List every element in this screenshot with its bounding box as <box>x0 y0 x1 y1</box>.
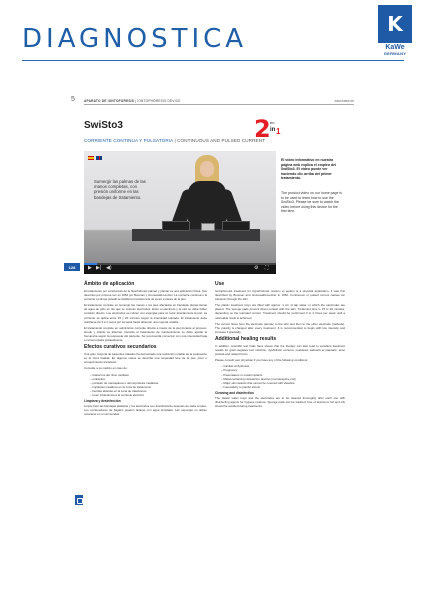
logo-mark <box>378 5 412 43</box>
heading-use-en: Use <box>215 281 225 287</box>
side-note-es <box>281 158 343 181</box>
list-item: – portador de marcapasos o dermoprótesis metálicas <box>90 381 207 385</box>
logo-k-icon: K <box>387 12 403 36</box>
volume-icon[interactable]: ◀) <box>106 265 112 271</box>
language-flags <box>88 156 102 160</box>
page-number: 5 <box>71 96 75 103</box>
contra-title: Consulte a su médico en caso de: <box>84 366 128 371</box>
iontophoresis-device <box>201 223 215 231</box>
product-name: SwiSto3 <box>84 120 123 131</box>
contra-list <box>221 364 345 389</box>
heading-effects-en: Additional healing results <box>215 335 277 342</box>
paragraph: El tratamiento por iontoforesis de la hiperhidrosis palmar y plantar es una aplicación física. Sus descritos por primera vez en 1952 por Bouman y Grunewald-Lentzer. La corriente continua o la corriente continua pulsátil se facilita la transferencia de iones a través de la piel. <box>84 289 207 302</box>
heading-cleaning-en: Cleaning and disinfection <box>215 390 254 395</box>
person-face <box>200 161 214 177</box>
breadcrumb-separator: | <box>135 99 138 103</box>
treatment-tray-right <box>222 221 250 231</box>
list-item: – heridas abiertas en la zona de tratamiento <box>90 389 207 393</box>
product-subtitle-en: CONTINUOUS AND PULSED CURRENT <box>177 138 266 143</box>
product-subtitle-es: CORRIENTE CONTINUA Y PULSATORIA <box>84 138 174 143</box>
list-item: – Metal-containing intrauterine devices (contraceptive coil) <box>221 377 345 381</box>
list-item: – tener intolerancia a la corriente eléctrica <box>90 393 207 397</box>
play-icon[interactable]: ▶ <box>88 265 92 271</box>
paragraph: El tratamiento consiste en sumergir las manos o los pies afectados en bandejas planas llenas de agua de grifo en las que se colocan electrodos. Entre el electrodo y la piel no debe haber contacto directo. Los electrodos se cubren con esponjas para no tocar directamente la piel. La corriente se aplica entre 15 y 20 minutos según la intensidad tolerada. El tratamiento debe realizarse de 3 a 4 veces por semana hasta observar una mejoría notable. <box>84 303 207 324</box>
heading-use-es: Ámbito de aplicación <box>84 281 135 287</box>
video-caption: Sumergir las palmas de las manos completas, con presión uniforme en las bandejas de tratamiento. <box>94 179 146 200</box>
badge-one: 1 <box>276 127 281 136</box>
logo-country: GERMANY <box>383 51 407 56</box>
breadcrumb-category-en: IONTOPHORESIS DEVICE <box>137 99 181 103</box>
contra-title: Please consult your physician if you have any of the following conditions: <box>215 358 309 363</box>
side-note-es-text: El vídeo informativo en nuestra página web explica el empleo del SwiSto3. El video puede ver haciendo clic arriba del primer tratamiento. <box>281 158 337 181</box>
contra-list <box>90 373 207 398</box>
side-note-en <box>281 191 343 214</box>
brand-logo[interactable] <box>378 5 412 57</box>
two-in-one-badge <box>254 117 288 143</box>
treatment-tray-left <box>162 221 190 231</box>
badge-en: en <box>270 120 275 125</box>
badge-number: 2 <box>254 115 271 143</box>
flag-uk-icon[interactable] <box>96 156 102 160</box>
paragraph: The current flows from the electrode (anode) to the skin and then to the other electrode (cathode). The polarity is changed after every treatment. It is recommended to begin with low intensity and increase it gradually. <box>215 321 345 334</box>
product-subtitle <box>84 138 265 143</box>
list-item: – Cardiac arrhythmias <box>221 364 345 368</box>
paragraph: Limpie bien las bandejas plásticas y los electrodos con desinfectante después de cada empleo. Los contenedores de bagazo pueden lavarse con agua templada. Las esponjas no deben colocarse en el microondas. <box>84 404 207 417</box>
footer-qr-icon[interactable] <box>75 495 83 505</box>
video-player[interactable] <box>84 151 276 274</box>
badge-in: in <box>270 127 276 133</box>
list-item: – embarazo <box>90 377 207 381</box>
paragraph: The plastic water trays and the electrodes are to be cleaned thoroughly after each use with disinfecting agents for hygiene reasons. Sponge pads can be washed. Use of aluminum foil and oils should be avoided during treatments. <box>215 395 345 409</box>
skip-icon[interactable]: ▶| <box>96 265 102 271</box>
video-controls <box>84 263 276 274</box>
breadcrumb-category: APARATO DE IONTOFORESIS <box>84 99 135 103</box>
list-item: – Major skin defects that cannot be covered with Vaseline <box>221 381 345 385</box>
video-frame[interactable] <box>84 151 276 263</box>
list-item: – trastornos del ritmo cardiaco <box>90 373 207 377</box>
flag-spain-icon[interactable] <box>88 156 94 160</box>
website-link[interactable]: www.kawe.de <box>334 99 354 103</box>
header-divider <box>22 60 404 61</box>
content-column-en <box>215 280 345 410</box>
settings-icon[interactable]: ⚙ <box>254 265 259 271</box>
heading-effects-es: Efectos curativos secundarios <box>84 344 157 351</box>
video-progress-bar[interactable] <box>84 263 276 265</box>
side-note-en-text: The product video on our home page is to be used to learn how to use the SwiSto3. Please be sure to watch the video before using this device for the first time. <box>281 191 342 214</box>
paragraph: In addition, scientific test trials have shown that the therapy can also lead to excellent treatment results for gram-negative foot infection, dyshidrotic eczema, pustulosis palmaris et plantaris, acne pustula and related forms. <box>215 343 345 357</box>
breadcrumb-divider <box>84 104 354 105</box>
content-column-es <box>84 280 207 418</box>
paragraph: The plastic treatment trays are filled with approx. 1 cm of tap water, in which the electrodes are placed. The sponge pads prevent direct contact with the skin. Treatment time is 15 to 20 minutes, depending on the tolerated current. Treatment should be performed 3 to 4 times per week until a noticeable result is achieved. <box>215 303 345 320</box>
logo-text: KaWe <box>385 44 405 51</box>
list-item: – Insensitivity to painful stimuli <box>221 385 345 389</box>
list-item: – Pregnancy <box>221 368 345 372</box>
page-title: DIAGNOSTICA <box>22 24 248 54</box>
subtitle-separator: | <box>174 138 178 143</box>
breadcrumb <box>84 99 181 103</box>
list-item: – Pacemakers or metal implants <box>221 373 345 377</box>
paragraph: El tratamiento consiste en administrar corriente directa a través de la piel durante el proceso; ánodo y cátodo se alternan. Durante el tratamiento de mantenimiento se debe ajustar la frecuencia según la respuesta del paciente. Se recomienda comenzar con una intensidad baja e incrementarla gradualmente. <box>84 325 207 343</box>
fullscreen-icon[interactable]: ⛶ <box>265 265 269 271</box>
page-tab: 128 <box>64 263 80 271</box>
heading-cleaning-es: Limpieza y desinfección <box>84 399 121 404</box>
list-item: – implantes metálicos en la zona de tratamiento <box>90 385 207 389</box>
paragraph: Una gran mayoría de pacientes tratados ha demostrado una reducción notable de la sudoración en la zona tratada. En algunos casos se describe una sequedad leve de la piel, picor o enrojecimiento transitorio. <box>84 352 207 365</box>
paragraph: Iontophoresis treatment for hyperhidrosis manum et pedum is a physical application. It was first described by Bouman and Grunewald-Lentzer in 1952. Continuous or pulsed current causes ion transport through the skin. <box>215 289 345 302</box>
